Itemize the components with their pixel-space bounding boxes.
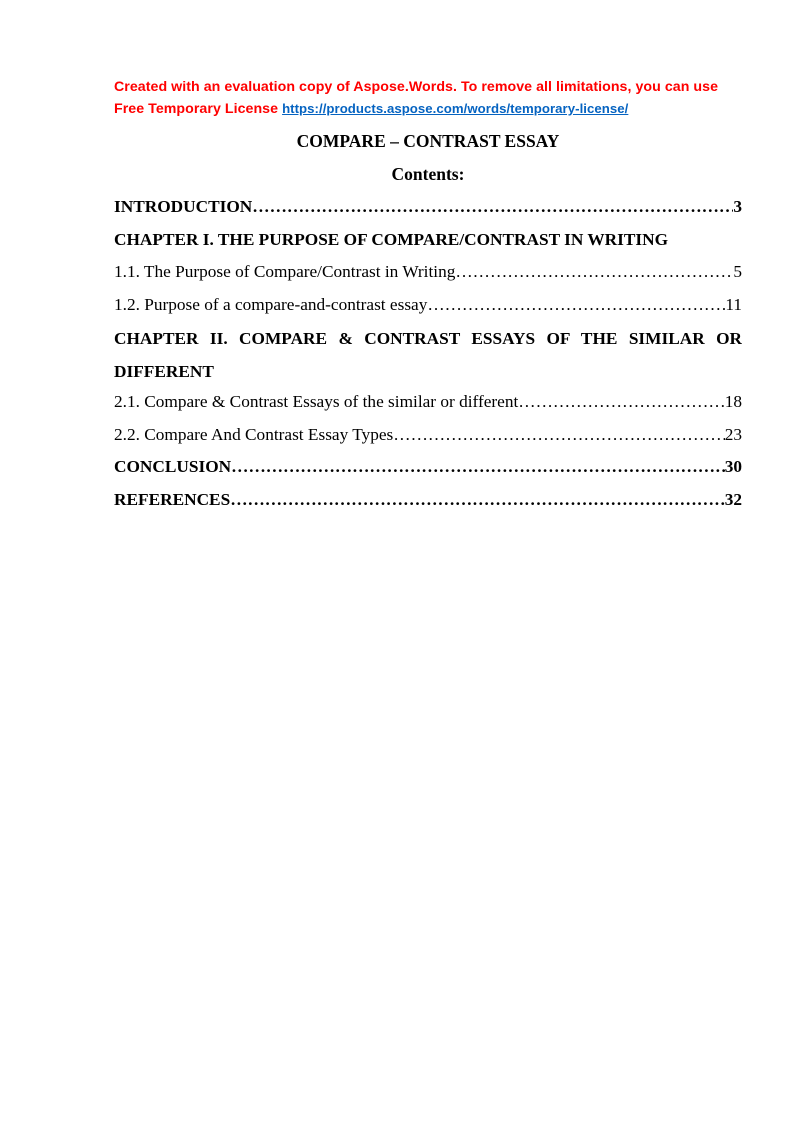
temporary-license-link[interactable]: https://products.aspose.com/words/temporary-license/ <box>282 101 629 116</box>
toc-entry-page: 23 <box>724 424 742 444</box>
toc-entry-title: 1.1. The Purpose of Compare/Contrast in Writing <box>114 262 456 281</box>
toc-entry-title: INTRODUCTION <box>114 197 253 216</box>
toc-entry-leader <box>230 486 725 513</box>
toc-entry-page: 32 <box>724 489 742 509</box>
toc-entry[interactable] <box>114 486 742 519</box>
evaluation-notice-line2 <box>114 98 754 120</box>
toc-entry-title: 2.2. Compare And Contrast Essay Types <box>114 424 394 444</box>
toc-entry-page: 30 <box>724 457 742 476</box>
toc-entry-title: 2.1. Compare & Contrast Essays of the similar or different <box>114 392 519 411</box>
evaluation-notice-license-text: Free Temporary License <box>114 101 279 117</box>
toc-entry-title: CONCLUSION <box>114 457 232 476</box>
toc-entry-page: 18 <box>724 392 742 411</box>
toc-entry-title: CHAPTER II. COMPARE & CONTRAST ESSAYS OF THE SIMILAR OR DIFFERENT <box>114 329 742 381</box>
toc-entry-leader <box>427 291 725 318</box>
toc-entry-title: CHAPTER I. THE PURPOSE OF COMPARE/CONTRAST IN WRITING <box>114 229 669 249</box>
toc-entry[interactable] <box>114 323 742 388</box>
toc-entry-leader <box>455 258 733 285</box>
toc-entry-leader <box>231 453 725 480</box>
evaluation-notice <box>114 77 754 120</box>
contents-heading: Contents: <box>391 164 465 184</box>
toc-entry-title: REFERENCES <box>114 489 231 509</box>
toc-entry-leader <box>252 193 733 220</box>
toc-entry[interactable] <box>114 193 742 226</box>
document-title: COMPARE – CONTRAST ESSAY <box>296 131 560 151</box>
toc-entry[interactable] <box>114 291 742 324</box>
toc-entry[interactable] <box>114 226 742 259</box>
toc-entry-page: 5 <box>733 262 742 281</box>
toc-entry-page: 11 <box>725 294 742 314</box>
toc-entry[interactable] <box>114 453 742 486</box>
toc-entry[interactable] <box>114 388 742 421</box>
evaluation-notice-line1: Created with an evaluation copy of Aspose.Words. To remove all limitations, you can use <box>114 79 719 95</box>
toc-entry[interactable] <box>114 258 742 291</box>
toc-entry-title: 1.2. Purpose of a compare-and-contrast essay <box>114 294 428 314</box>
table-of-contents <box>114 193 742 518</box>
toc-entry-leader <box>393 421 724 448</box>
toc-entry[interactable] <box>114 421 742 454</box>
toc-entry-leader <box>518 388 724 415</box>
toc-entry-page: 3 <box>733 197 742 216</box>
